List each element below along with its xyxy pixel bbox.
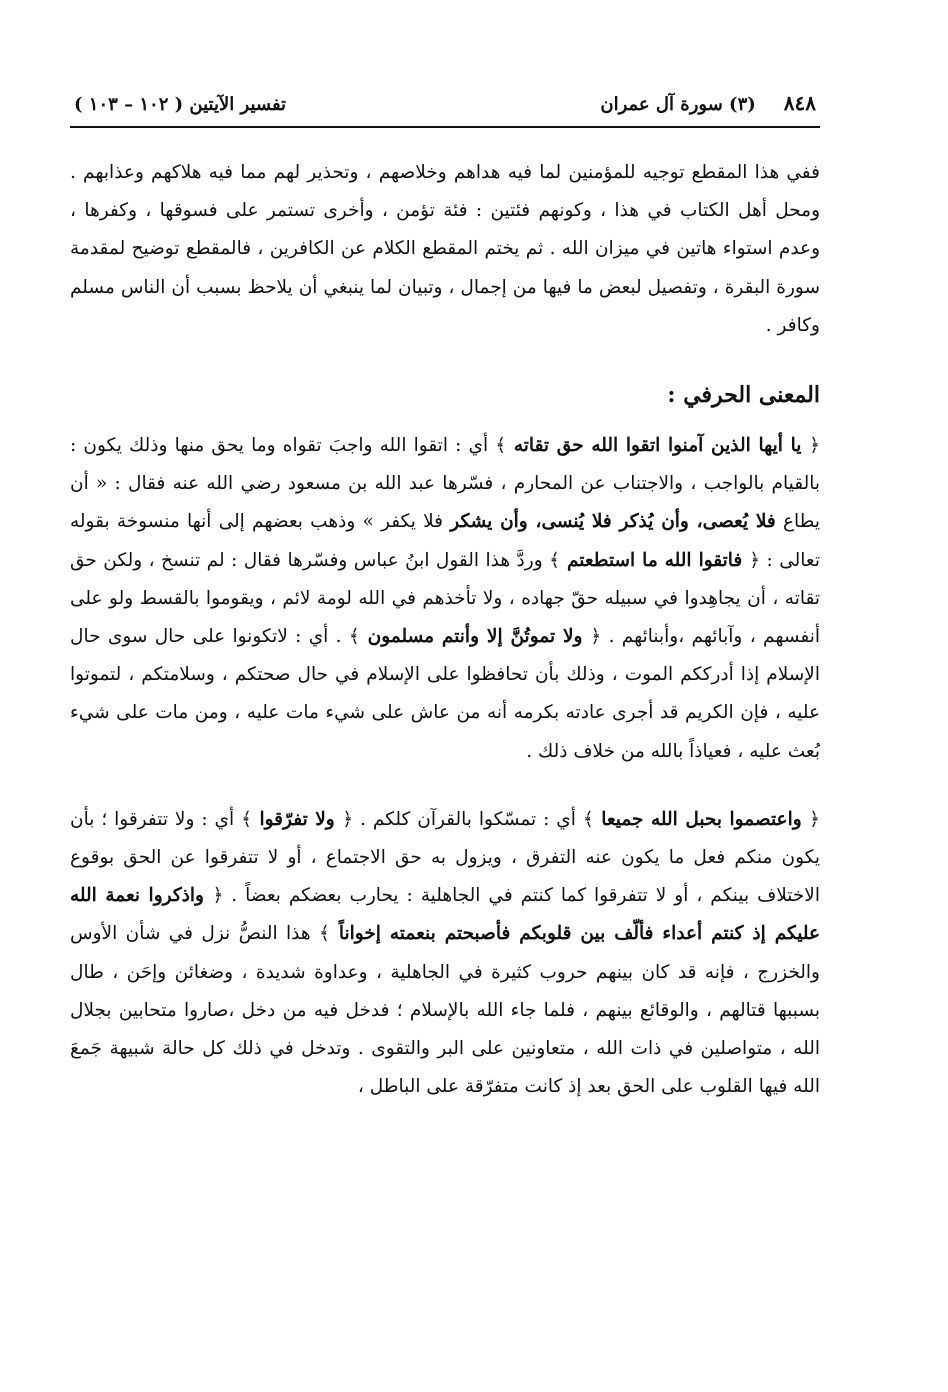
hadith-emphasis: فلا يُعصى، وأن يُذكر فلا يُنسى، وأن يشكر	[450, 511, 776, 533]
ornate-bracket-close: ﴾	[241, 808, 252, 830]
quran-verse-102-part2: ولا تموتُنَّ إلا وأنتم مسلمون	[359, 626, 591, 648]
ornate-bracket-close: ﴾	[495, 435, 507, 457]
ornate-bracket-close: ﴾	[582, 808, 594, 830]
ornate-bracket-close: ﴾	[549, 549, 560, 571]
ornate-bracket-open: ﴿	[809, 808, 820, 830]
surah-title: (٣) سورة آل عمران	[600, 94, 756, 115]
quran-verse-103-part3: واذكروا نعمة الله عليكم إذ كنتم أعداء فألّف بين قلوبكم فأصبحتم بنعمته إخواناً	[70, 885, 820, 945]
commentary-text: فلا يكفر » وذهب بعضهم إلى أنها منسوخة بقوله تعالى :	[70, 511, 821, 571]
commentary-text: أي : اتقوا الله واجبَ تقواه وما يحق منها وذلك يكون : بالقيام بالواجب ، والاجتناب عن المحارم ، فسّرها عبد الله بن مسعود رضي الله عنه فقال : « أن يطاع	[70, 435, 820, 533]
commentary-text: أي : تمسّكوا بالقرآن كلكم .	[353, 808, 583, 830]
literal-meaning-paragraph	[70, 427, 820, 771]
running-header	[70, 88, 820, 128]
ornate-bracket-open: ﴿	[342, 808, 354, 830]
section-title: تفسير الآيتين ( ١٠٢ – ١٠٣ )	[74, 94, 287, 115]
ornate-bracket-open: ﴿	[749, 549, 761, 571]
ornate-bracket-close: ﴾	[348, 626, 360, 648]
hold-fast-paragraph	[70, 801, 820, 1107]
ornate-bracket-open: ﴿	[809, 435, 820, 457]
quran-verse-103-part1: واعتصموا بحبل الله جميعا	[593, 808, 810, 830]
quran-verse-103-part2: ولا تفرّقوا	[251, 808, 343, 830]
ornate-bracket-open: ﴿	[212, 885, 224, 907]
intro-paragraph: ففي هذا المقطع توجيه للمؤمنين لما فيه هداهم وخلاصهم ، وتحذير لهم مما فيه هلاكهم وعذابهم . ومحل أهل الكتاب في هذا ، وكونهم فئتين : فئة تؤمن ، وأخرى تستمر على فسوقها ، وكفرها ، وعدم استواء هاتين في ميزان الله . ثم يختم المقطع الكلام عن الكافرين ، فالمقطع توضيح لمقدمة سورة البقرة ، وتفصيل لبعض ما فيها من إجمال ، وتبيان لما ينبغي أن يلاحظ بسبب أن الناس مسلم وكافر .	[70, 162, 820, 336]
commentary-text: أي : ولا تتفرقوا ؛ بأن يكون منكم فعل ما يكون عنه التفرق ، ويزول به حق الاجتماع ، أو لا تتفرقوا عن الحق بوقوع الاختلاف بينكم ، أو لا تتفرقوا كما كنتم في الجاهلية : يحارب بعضكم بعضاً .	[70, 808, 820, 907]
quran-verse-taghabun-16: فاتقوا الله ما استطعتم	[559, 549, 750, 571]
commentary-text: وردَّ هذا القول ابنُ عباس وفسّرها فقال : لم تنسخ ، ولكن حق تقاته ، أن يجاهِدوا في سبيله حقّ جهاده ، ولا تأخذهم في الله لومة لائم ، ويقوموا بالقسط ولو على أنفسهم ، وآبائهم ،وأبنائهم .	[70, 549, 820, 648]
header-right-group	[600, 88, 816, 120]
ornate-bracket-open: ﴿	[590, 626, 602, 648]
ornate-bracket-close: ﴾	[319, 923, 330, 945]
page-number: ٨٤٨	[783, 91, 816, 115]
commentary-text: هذا النصُّ نزل في شأن الأوس والخزرج ، فإنه قد كان بينهم حروب كثيرة في الجاهلية ، وعداوة شديدة ، وضغائن وإحَن ، طال بسببها قتالهم ، والوقائع بينهم ، فلما جاء الله بالإسلام ؛ فدخل فيه من دخل ،صاروا متحابين بجلال الله ، متواصلين في ذات الله ، متعاونين على البر والتقوى . وتدخل في ذلك كل حالة شبيهة جَمعَ الله فيها القلوب على الحق بعد إذ كانت متفرّقة على الباطل ،	[70, 923, 820, 1098]
literal-meaning-heading: المعنى الحرفي :	[667, 382, 820, 409]
commentary-text: . أي : لاتكونوا على حال سوى حال الإسلام إذا أدرككم الموت ، وذلك بأن تحافظوا على الإسلام في حال صحتكم ، وسلامتكم ، لتموتوا عليه ، فإن الكريم قد أجرى عادته بكرمه أنه من عاش على شيء مات عليه ، ومن مات على شيء بُعث عليه ، فعياذاً بالله من خلاف ذلك .	[70, 626, 820, 762]
quran-verse-102-part1: يا أيها الذين آمنوا اتقوا الله حق تقاته	[506, 435, 810, 457]
book-page	[70, 88, 820, 1332]
